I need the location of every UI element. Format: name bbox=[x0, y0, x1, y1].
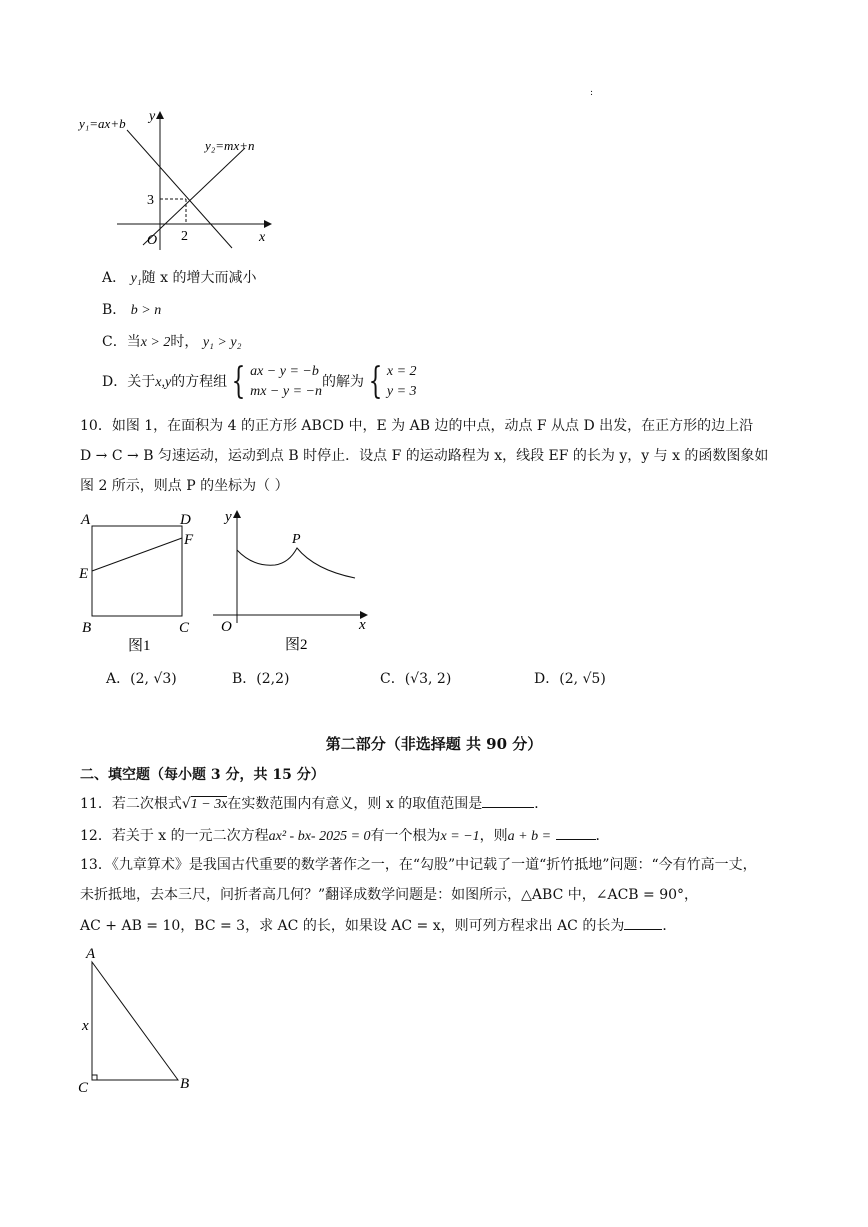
q9-option-b: B． b > n bbox=[102, 302, 162, 318]
q10-line-1: 10．如图 1，在面积为 4 的正方形 ABCD 中，E 为 AB 边的中点，动点 F 从点 D 出发，在正方形的边上沿 bbox=[80, 418, 754, 434]
q11-radicand: 1 − 3x bbox=[190, 797, 228, 812]
q13-label-b: B bbox=[180, 1076, 190, 1092]
q9-axis-y-label: y bbox=[149, 109, 156, 124]
q10-figure-2 bbox=[205, 505, 375, 655]
q12-line: 12．若关于 x 的一元二次方程ax² - bx- 2025 = 0有一个根为x = −1，则a + b = ． bbox=[80, 825, 610, 847]
q10-label-c: C bbox=[179, 620, 190, 636]
q13-line-1: 13．《九章算术》是我国古代重要的数学著作之一，在“勾股”中记载了一道“折竹抵地”问题：“今有竹高一丈， bbox=[80, 857, 757, 873]
q9-axis-x-label: x bbox=[259, 230, 266, 245]
q9-d-eq2: mx − y = −n bbox=[250, 384, 322, 399]
q10-line-3: 图 2 所示，则点 P 的坐标为（ ） bbox=[80, 478, 289, 494]
q10-label-b: B bbox=[82, 620, 92, 636]
q10-line-2: D → C → B 匀速运动，运动到点 B 时停止．设点 F 的运动路程为 x，线段 EF 的长为 y，y 与 x 的函数图象如 bbox=[80, 448, 769, 464]
q10-label-f: F bbox=[184, 532, 194, 548]
q9-option-a: A． y₁随 x 的增大而减小 bbox=[102, 270, 257, 286]
q13-label-x: x bbox=[82, 1018, 89, 1034]
top-mark: : bbox=[590, 88, 594, 98]
q13-answer-blank[interactable] bbox=[624, 915, 662, 930]
section-2-title: 二、填空题（每小题 3 分，共 15 分） bbox=[80, 767, 325, 783]
q12-answer-blank[interactable] bbox=[556, 825, 596, 840]
q9-d-eq1: ax − y = −b bbox=[250, 364, 319, 379]
q10-fig2-point-p: P bbox=[292, 532, 301, 547]
part2-heading: 第二部分（非选择题 共 90 分） bbox=[325, 735, 543, 753]
q9-y1-label: y₁=ax+b bbox=[79, 116, 126, 131]
q13-triangle bbox=[92, 962, 178, 1080]
q10-fig2-origin: O bbox=[221, 619, 232, 635]
q10-label-a: A bbox=[81, 512, 91, 528]
q13-triangle-figure bbox=[72, 942, 202, 1097]
q9-tick-y: 3 bbox=[147, 193, 154, 208]
q11-line: 11．若二次根式√1 − 3x在实数范围内有意义，则 x 的取值范围是 ． bbox=[80, 793, 548, 814]
q13-label-c: C bbox=[78, 1080, 89, 1096]
q10-segment-ef bbox=[92, 538, 182, 571]
q13-label-a: A bbox=[86, 946, 96, 962]
q10-fig2-y-label: y bbox=[225, 509, 232, 525]
q9-graph-figure bbox=[75, 100, 285, 255]
q10-square bbox=[92, 526, 182, 616]
q10-fig1-caption: 图1 bbox=[128, 638, 151, 654]
q9-option-c: C．当x > 2时， y₁ > y₂ bbox=[102, 334, 242, 350]
q10-option-b: B．(2,2) bbox=[232, 671, 290, 687]
q11-answer-blank[interactable] bbox=[482, 793, 534, 808]
q10-fig2-x-label: x bbox=[359, 617, 366, 633]
q9-line-y2 bbox=[143, 148, 245, 245]
q10-fig2-caption: 图2 bbox=[285, 637, 308, 653]
q9-d-sol1: x = 2 bbox=[386, 364, 417, 379]
q9-y2-label: y₂=mx+n bbox=[205, 138, 255, 153]
q10-fig2-curve bbox=[237, 548, 355, 578]
q13-line-3: AC + AB = 10，BC = 3，求 AC 的长，如果设 AC = x，则可列方程求出 AC 的长为 ． bbox=[80, 915, 676, 936]
q10-option-a: A．(2, √3) bbox=[106, 671, 177, 687]
q10-label-d: D bbox=[180, 512, 191, 528]
q10-label-e: E bbox=[79, 566, 89, 582]
q13-line-2: 未折抵地，去本三尺，问折者高几何？”翻译成数学问题是：如图所示，△ABC 中，∠ACB = 90°， bbox=[80, 887, 699, 903]
q10-option-c: C．(√3, 2) bbox=[380, 671, 452, 687]
q10-figure-1 bbox=[76, 508, 206, 658]
q9-option-d: D．关于x,y的方程组 { ax − y = −b mx − y = −n的解为 { x = 2 y = 3 bbox=[102, 361, 417, 402]
q9-tick-x: 2 bbox=[181, 229, 188, 244]
q9-d-sol2: y = 3 bbox=[386, 384, 417, 399]
q13-right-angle-mark bbox=[92, 1075, 97, 1080]
q10-option-d: D．(2, √5) bbox=[534, 671, 606, 687]
q9-origin-label: O bbox=[147, 233, 158, 248]
